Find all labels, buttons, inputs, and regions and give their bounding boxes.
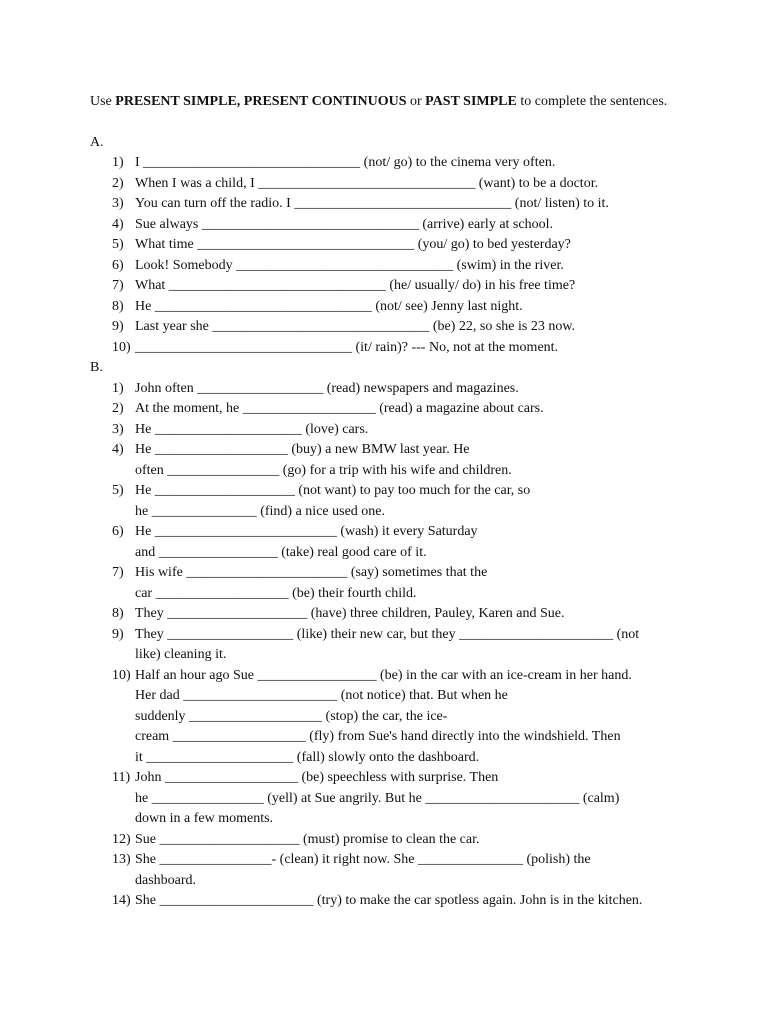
item-number: 9) [112, 626, 124, 642]
section-a [90, 133, 690, 359]
item-number: 2) [112, 401, 124, 416]
item-text-line: What _______________________________ (he/ usually/ do) in his free time? [135, 278, 576, 293]
item-text-line: At the moment, he ___________________ (read) a magazine about cars. [135, 401, 544, 416]
item-text-line: Sue always _______________________________ (arrive) early at school. [135, 216, 553, 232]
item-number: 6) [112, 257, 124, 273]
instruction-tenses: PRESENT SIMPLE, PRESENT CONTINUOUS [115, 94, 407, 109]
item-text-line: down in a few moments. [135, 811, 274, 826]
exercise-item [90, 215, 690, 236]
item-text-line: They ____________________ (have) three children, Pauley, Karen and Sue. [135, 606, 565, 621]
item-number: 3) [112, 421, 124, 437]
item-number: 3) [112, 196, 124, 211]
item-number: 1) [112, 380, 124, 396]
exercise-item [90, 379, 690, 400]
exercise-item [90, 481, 690, 522]
item-text-line: _______________________________ (it/ rain)? --- No, not at the moment. [135, 339, 559, 355]
exercise-item [90, 174, 690, 195]
item-number: 14) [112, 893, 131, 908]
exercise-item [90, 830, 690, 851]
item-text-line: They __________________ (like) their new car, but they ______________________ (not [135, 626, 640, 642]
item-number: 8) [112, 606, 124, 621]
instruction-or: or [406, 94, 426, 109]
item-text-line: Look! Somebody _______________________________ (swim) in the river. [135, 257, 564, 273]
item-text-line: Last year she _______________________________ (be) 22, so she is 23 now. [135, 319, 576, 334]
item-number: 7) [112, 565, 124, 580]
item-text-line: What time _______________________________ (you/ go) to bed yesterday? [135, 237, 571, 252]
exercise-item [90, 338, 690, 359]
item-text-line: dashboard. [135, 872, 197, 888]
item-text-line: he _______________ (find) a nice used one. [135, 503, 385, 519]
item-text-line: She ________________- (clean) it right now. She _______________ (polish) the [135, 852, 591, 867]
instructions [90, 92, 690, 113]
item-text-line: like) cleaning it. [135, 647, 227, 662]
exercise-list [90, 379, 690, 912]
item-text-line: often ________________ (go) for a trip with his wife and children. [135, 462, 512, 478]
exercise-item [90, 768, 690, 830]
item-text-line: Her dad ______________________ (not notice) that. But when he [135, 688, 508, 703]
item-number: 10) [112, 667, 131, 683]
item-text-line: He _______________________________ (not/ see) Jenny last night. [135, 298, 523, 314]
exercise-item [90, 276, 690, 297]
exercise-item [90, 604, 690, 625]
exercise-item [90, 153, 690, 174]
item-text-line: and _________________ (take) real good care of it. [135, 544, 427, 560]
item-number: 12) [112, 831, 131, 847]
exercise-item [90, 297, 690, 318]
item-text-line: He _____________________ (love) cars. [135, 421, 369, 437]
exercise-item [90, 440, 690, 481]
exercise-item [90, 256, 690, 277]
item-number: 4) [112, 442, 124, 457]
instruction-past-simple: PAST SIMPLE [425, 94, 517, 109]
item-number: 5) [112, 237, 124, 252]
exercise-item [90, 666, 690, 769]
item-number: 7) [112, 278, 124, 293]
item-number: 2) [112, 175, 124, 191]
exercise-item [90, 317, 690, 338]
item-number: 6) [112, 524, 124, 539]
item-text-line: His wife _______________________ (say) sometimes that the [135, 565, 488, 580]
instruction-tail: to complete the sentences. [516, 94, 668, 109]
item-number: 1) [112, 155, 124, 170]
instruction-lead: Use [90, 94, 116, 109]
item-number: 10) [112, 339, 131, 355]
section-b [90, 358, 690, 912]
item-text-line: he ________________ (yell) at Sue angrily. But he ______________________ (calm) [135, 790, 620, 806]
exercise-item [90, 891, 690, 912]
item-text-line: suddenly ___________________ (stop) the car, the ice- [135, 708, 448, 724]
item-text-line: Sue ____________________ (must) promise to clean the car. [135, 831, 480, 847]
exercise-item [90, 563, 690, 604]
item-text-line: it _____________________ (fall) slowly onto the dashboard. [135, 749, 480, 765]
section-label: B. [90, 360, 103, 375]
item-text-line: He __________________________ (wash) it every Saturday [135, 524, 478, 539]
exercise-sections [90, 133, 690, 912]
item-number: 11) [112, 770, 131, 785]
item-text-line: When I was a child, I _______________________________ (want) to be a doctor. [135, 175, 599, 191]
exercise-item [90, 420, 690, 441]
worksheet-page [90, 92, 690, 912]
item-text-line: She ______________________ (try) to make the car spotless again. John is in the kitchen. [135, 893, 643, 908]
exercise-item [90, 194, 690, 215]
item-text-line: He ___________________ (buy) a new BMW last year. He [135, 442, 470, 457]
item-text-line: Half an hour ago Sue _________________ (be) in the car with an ice-cream in her hand. [135, 667, 632, 683]
item-number: 9) [112, 319, 124, 334]
item-number: 13) [112, 852, 131, 867]
exercise-item [90, 399, 690, 420]
exercise-item [90, 850, 690, 891]
item-text-line: You can turn off the radio. I _______________________________ (not/ listen) to it. [135, 196, 609, 211]
exercise-item [90, 522, 690, 563]
item-text-line: John ___________________ (be) speechless with surprise. Then [135, 770, 499, 785]
item-text-line: cream ___________________ (fly) from Sue's hand directly into the windshield. Then [135, 729, 621, 744]
section-label: A. [90, 134, 104, 150]
item-number: 4) [112, 216, 124, 232]
exercise-item [90, 625, 690, 666]
exercise-item [90, 235, 690, 256]
item-text-line: John often __________________ (read) newspapers and magazines. [135, 380, 519, 396]
item-text-line: He ____________________ (not want) to pay too much for the car, so [135, 483, 531, 498]
item-number: 8) [112, 298, 124, 314]
item-text-line: car ___________________ (be) their fourth child. [135, 585, 417, 601]
item-number: 5) [112, 483, 124, 498]
exercise-list [90, 153, 690, 358]
item-text-line: I _______________________________ (not/ go) to the cinema very often. [135, 155, 556, 170]
